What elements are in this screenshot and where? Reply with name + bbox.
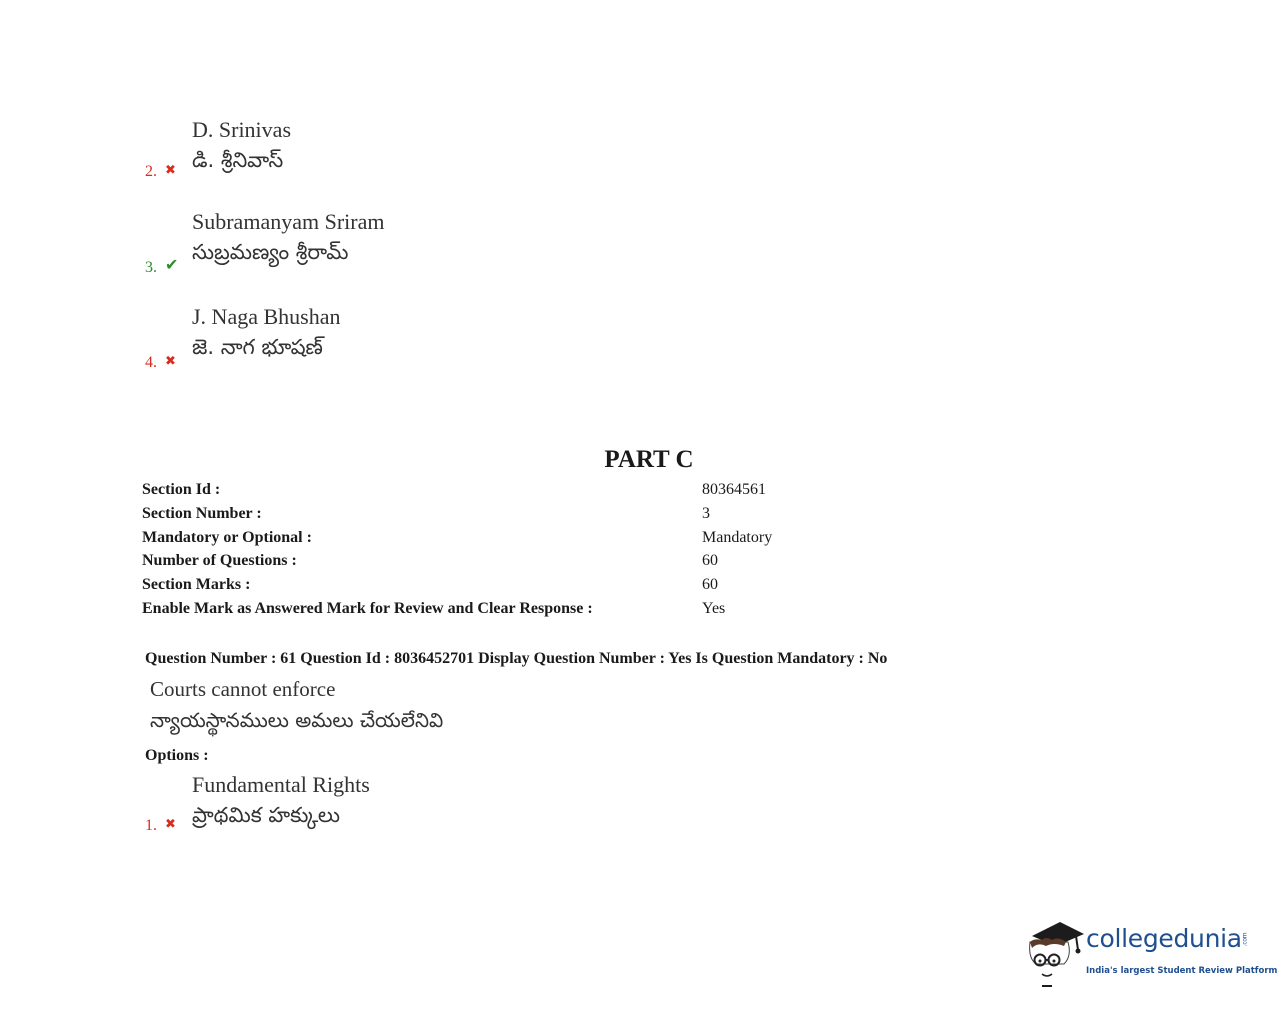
info-value: 60 bbox=[702, 552, 718, 569]
check-icon: ✔ bbox=[165, 257, 179, 274]
info-value: 60 bbox=[702, 576, 718, 593]
mark-review-row bbox=[142, 600, 842, 624]
section-marks-row bbox=[142, 576, 842, 600]
section-id-row bbox=[142, 481, 842, 505]
question-meta: Question Number : 61 Question Id : 8036452701 Display Question Number : Yes Is Question Mandatory : No bbox=[145, 650, 888, 667]
info-value: Mandatory bbox=[702, 529, 773, 546]
option-number: 4. bbox=[145, 354, 157, 371]
option-number: 1. bbox=[145, 817, 157, 834]
info-value: Yes bbox=[702, 600, 726, 617]
question-count-row bbox=[142, 552, 842, 576]
option-number: 2. bbox=[145, 163, 157, 180]
question-text-en: Courts cannot enforce bbox=[150, 677, 336, 701]
option-text-te: జె. నాగ భూషణ్ bbox=[192, 335, 323, 359]
logo-suffix: .com bbox=[1241, 932, 1249, 947]
info-value: 80364561 bbox=[702, 481, 766, 498]
option-text-en: Subramanyam Sriram bbox=[192, 209, 385, 234]
cross-icon: ✖ bbox=[165, 816, 176, 831]
info-label: Section Marks : bbox=[142, 576, 251, 593]
cross-icon: ✖ bbox=[165, 353, 176, 368]
option-number: 3. bbox=[145, 259, 157, 276]
option-text-te: సుబ్రమణ్యం శ్రీరామ్ bbox=[192, 240, 349, 264]
part-title: PART C bbox=[604, 446, 694, 473]
section-number-row bbox=[142, 505, 842, 529]
mascot-icon bbox=[1024, 918, 1084, 990]
info-value: 3 bbox=[702, 505, 710, 522]
collegedunia-logo bbox=[1024, 918, 1278, 990]
logo-tagline: India's largest Student Review Platform bbox=[1086, 966, 1278, 976]
question-text-te: న్యాయస్థానములు అమలు చేయలేనివి bbox=[150, 708, 444, 732]
options-label: Options : bbox=[145, 747, 209, 764]
logo-wordmark: collegedunia bbox=[1086, 924, 1242, 953]
cross-icon: ✖ bbox=[165, 162, 176, 177]
option-text-en: J. Naga Bhushan bbox=[192, 304, 341, 329]
option-text-en: Fundamental Rights bbox=[192, 772, 370, 797]
option-text-en: D. Srinivas bbox=[192, 117, 291, 142]
info-label: Number of Questions : bbox=[142, 552, 297, 569]
option-text-te: డి. శ్రీనివాస్ bbox=[192, 148, 284, 172]
mandatory-row bbox=[142, 529, 842, 553]
option-text-te: ప్రాథమిక హక్కులు bbox=[192, 803, 341, 827]
info-label: Section Id : bbox=[142, 481, 221, 498]
info-label: Section Number : bbox=[142, 505, 262, 522]
info-label: Enable Mark as Answered Mark for Review and Clear Response : bbox=[142, 600, 593, 617]
info-label: Mandatory or Optional : bbox=[142, 529, 312, 546]
